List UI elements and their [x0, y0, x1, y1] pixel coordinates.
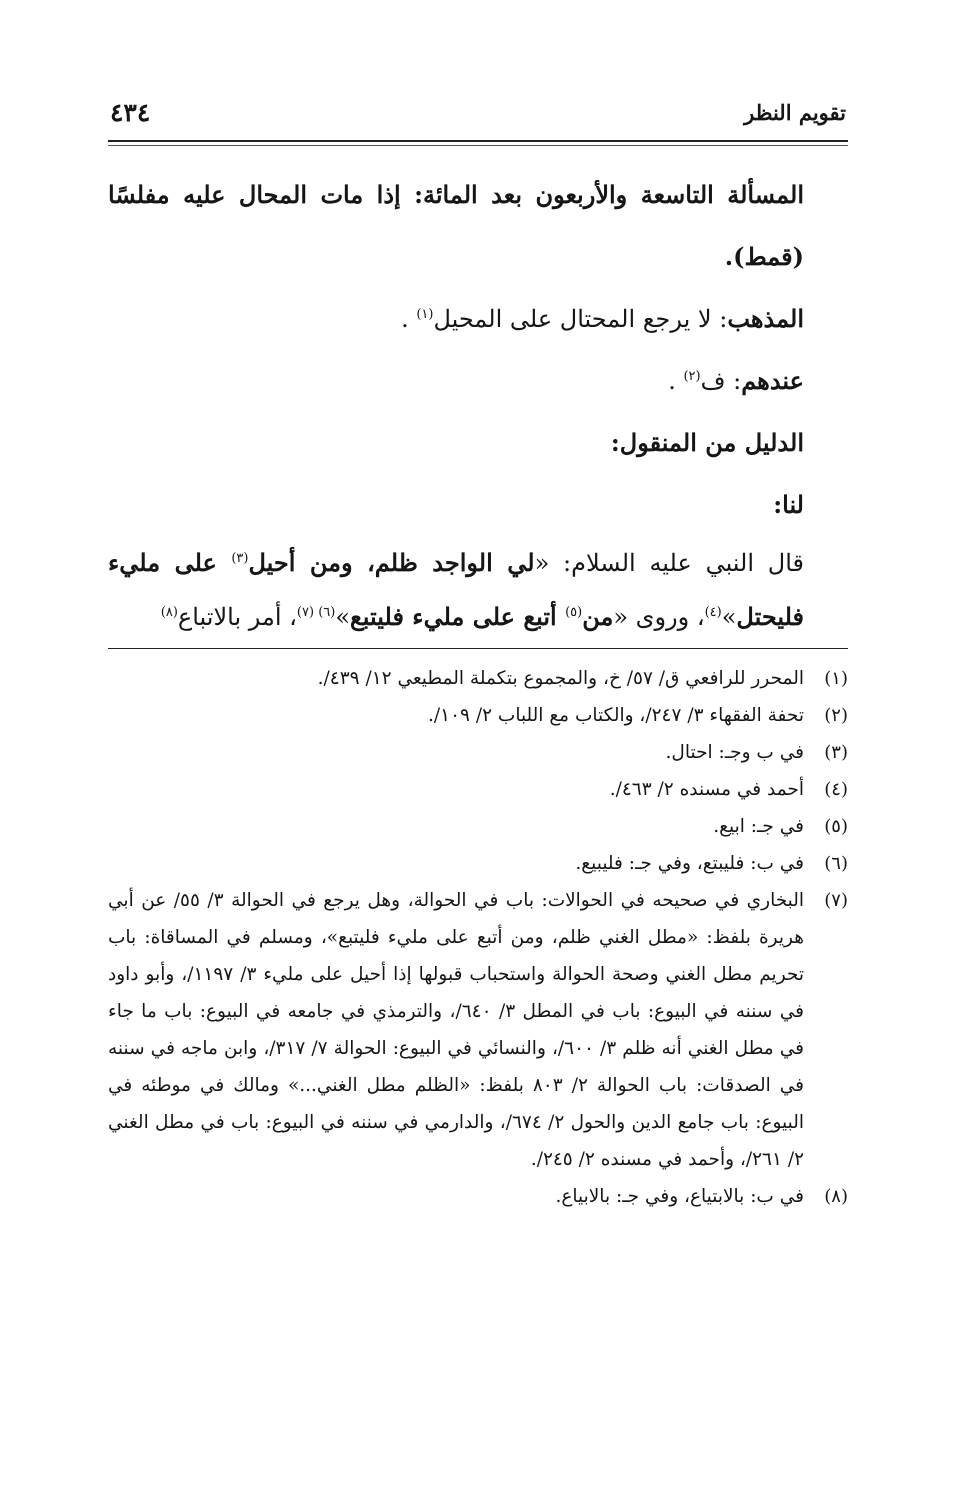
running-title: تقويم النظر	[744, 100, 846, 125]
footnotes	[108, 660, 848, 1215]
hadith-intro: قال النبي عليه السلام: «	[534, 549, 805, 577]
lana-heading: لنا:	[773, 490, 804, 519]
footnote-text: المحرر للرافعي ق/ ٥٧/ خ، والمجموع بتكملة المطيعي ١٢/ ٤٣٩/.	[317, 668, 804, 689]
page-number: ٤٣٤	[110, 98, 151, 127]
footnote-item	[108, 845, 848, 882]
footnote-item	[108, 771, 848, 808]
footnote-item	[108, 660, 848, 697]
footnote-ref-3[interactable]: (٣)	[231, 551, 249, 566]
footnote-text: في جـ: ابيع.	[713, 816, 804, 837]
footnote-item	[108, 882, 848, 1178]
footnote-number: (٤)	[824, 779, 848, 800]
footnote-number: (٥)	[824, 816, 848, 837]
footnote-number: (٢)	[824, 705, 848, 726]
indahum-label: عندهم	[741, 366, 804, 395]
footnote-item	[108, 697, 848, 734]
footnote-ref-2[interactable]: (٢)	[683, 369, 701, 384]
footnote-text: تحفة الفقهاء ٣/ ٢٤٧/، والكتاب مع اللباب ٢/ ١٠٩/.	[428, 705, 804, 726]
wa-rawa: ، وروى «	[613, 603, 705, 631]
footnote-ref-1[interactable]: (١)	[416, 307, 434, 322]
header-rule	[108, 140, 848, 142]
hadith-text-2: على مليء فليحتل	[108, 548, 804, 631]
footnote-number: (٨)	[824, 1186, 848, 1207]
amr-text: ، أمر بالاتباع	[177, 603, 297, 631]
quote-close: »	[335, 603, 351, 631]
indahum-text: : ف	[700, 367, 742, 395]
footnote-text: في ب وجـ: احتال.	[665, 742, 804, 763]
hadith2-text-2: أتبع على مليء فليتبع	[350, 602, 566, 631]
madhhab-line	[108, 288, 848, 350]
period: .	[401, 305, 409, 333]
period: .	[668, 367, 676, 395]
madhhab-label: المذهب	[727, 304, 804, 333]
footnote-separator	[108, 648, 848, 649]
dalil-heading: الدليل من المنقول:	[610, 428, 804, 457]
main-text	[108, 164, 848, 644]
hadith-paragraph	[108, 536, 848, 644]
hadith-text-1: لي الواجد ظلم، ومن أحيل	[248, 548, 535, 577]
page-header	[110, 98, 846, 132]
footnote-ref-4[interactable]: (٤)	[704, 605, 722, 620]
footnote-number: (١)	[824, 668, 848, 689]
indahum-line	[108, 350, 848, 412]
footnote-item	[108, 1178, 848, 1215]
footnote-ref-6-7[interactable]: (٦) (٧)	[296, 605, 336, 620]
hadith2-text-1: من	[582, 602, 614, 631]
footnote-text: في ب: فليبتع، وفي جـ: فليبيع.	[575, 853, 804, 874]
footnote-text: البخاري في صحيحه في الحوالات: باب في الحوالة، وهل يرجع في الحوالة ٣/ ٥٥/ عن أبي هريرة بلفظ: «مطل الغني ظلم، ومن أتبع على مليء فليتبع»، ومسلم في المساقاة: باب تحريم مطل الغني وصحة الحوالة واستحباب قبولها إذا أحيل على مليء ٣/ ١١٩٧/، وأبو داود في سننه في البيوع: باب في المطل ٣/ ٦٤٠/، والترمذي في جامعه في البيوع: باب ما جاء في مطل الغني أنه ظلم ٣/ ٦٠٠/، والنسائي في البيوع: الحوالة ٧/ ٣١٧/، وابن ماجه في سننه في الصدقات: باب الحوالة ٢/ ٨٠٣ بلفظ: «الظلم مطل الغني...» ومالك في موطئه في البيوع: باب جامع الدين والحول ٢/ ٦٧٤/، والدارمي في سننه في البيوع: باب في مطل الغني ٢/ ٢٦١/، وأحمد في مسنده ٢/ ٢٤٥/.	[108, 890, 805, 1170]
footnote-text: أحمد في مسنده ٢/ ٤٦٣/.	[609, 779, 804, 800]
quote-close: »	[721, 603, 737, 631]
footnote-number: (٦)	[824, 853, 848, 874]
footnote-item	[108, 734, 848, 771]
footnote-number: (٧)	[824, 890, 848, 911]
footnote-ref-8[interactable]: (٨)	[160, 605, 178, 620]
header-rule-thin	[108, 145, 848, 146]
madhhab-text: : لا يرجع المحتال على المحيل	[433, 305, 728, 333]
footnote-number: (٣)	[824, 742, 848, 763]
footnote-ref-5[interactable]: (٥)	[565, 605, 583, 620]
issue-title: المسألة التاسعة والأربعون بعد المائة: إذا مات المحال عليه مفلسًا (قمط).	[108, 180, 804, 271]
footnote-text: في ب: بالابتياع، وفي جـ: بالابياع.	[555, 1186, 804, 1207]
footnote-item	[108, 808, 848, 845]
